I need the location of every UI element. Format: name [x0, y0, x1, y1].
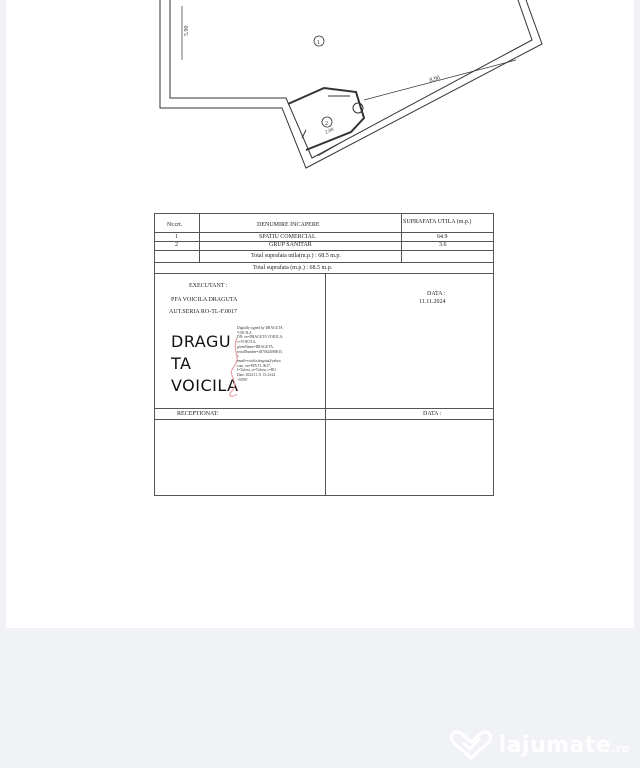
signature-name-3: VOICILA: [171, 376, 239, 395]
row-2-area: 3.6: [439, 242, 447, 248]
digital-signature-details: Digitally signed by DRAGUTA VOICILA DN: cn=DRAGUTA VOICILA, c=VOICILA, givenName=DRAGUTA, serialNumber=2870624080015, t, email=voicila.draguta@yahoo. com, ou=PFA TL 0017, l=Tulcea, st=Tulcea, c=RO Date: 2024.11.11 15:24:24 +02'00': [237, 326, 284, 382]
dim-length: 8.90: [428, 75, 441, 84]
executant-auth: AUT.SERIA RO-TL-F.0017: [169, 309, 237, 315]
receptionat-date-label: DATA :: [423, 411, 442, 417]
receptionat-label: RECEPTIONAT:: [177, 411, 219, 417]
header-nr: Nr.crt.: [167, 222, 183, 228]
row-2-nr: 2: [175, 242, 178, 248]
row-1-area: 64.9: [437, 234, 448, 240]
row-1-name: SPATIU COMERCIAL: [259, 234, 316, 240]
row-1-nr: 1: [175, 234, 178, 240]
watermark-text: lajumate.ro: [498, 732, 630, 758]
total-area: Total suprafata (m.p.) : 68.5 m.p.: [253, 265, 333, 271]
dim-small: 2.00: [324, 127, 335, 136]
executant-company: PFA VOICILA DRAGUTA: [171, 297, 238, 303]
dim-height: 5.90: [184, 25, 190, 36]
row-2-name: GRUP SANITAR: [269, 242, 312, 248]
executant-date: 11.11.2024: [419, 299, 446, 305]
lajumate-watermark: [449, 730, 630, 760]
total-useful-area: Total suprafata utila(m.p.) : 68.5 m.p.: [251, 253, 341, 259]
executant-label: EXECUTANT :: [189, 283, 228, 289]
floor-plan: [6, 0, 634, 200]
room-number-1: 1: [317, 40, 320, 46]
executant-date-label: DATA :: [427, 291, 446, 297]
header-name: DENUMIRE INCAPERE: [257, 222, 320, 228]
header-area: SUPRAFATA UTILA (m.p.): [403, 219, 472, 225]
room-number-2: 2: [325, 121, 328, 127]
signature-name-2: TA: [171, 354, 192, 373]
signature-name-1: DRAGU: [171, 332, 232, 351]
document-page: [6, 0, 634, 628]
room-table: [154, 213, 494, 496]
heart-check-icon: [449, 730, 493, 760]
